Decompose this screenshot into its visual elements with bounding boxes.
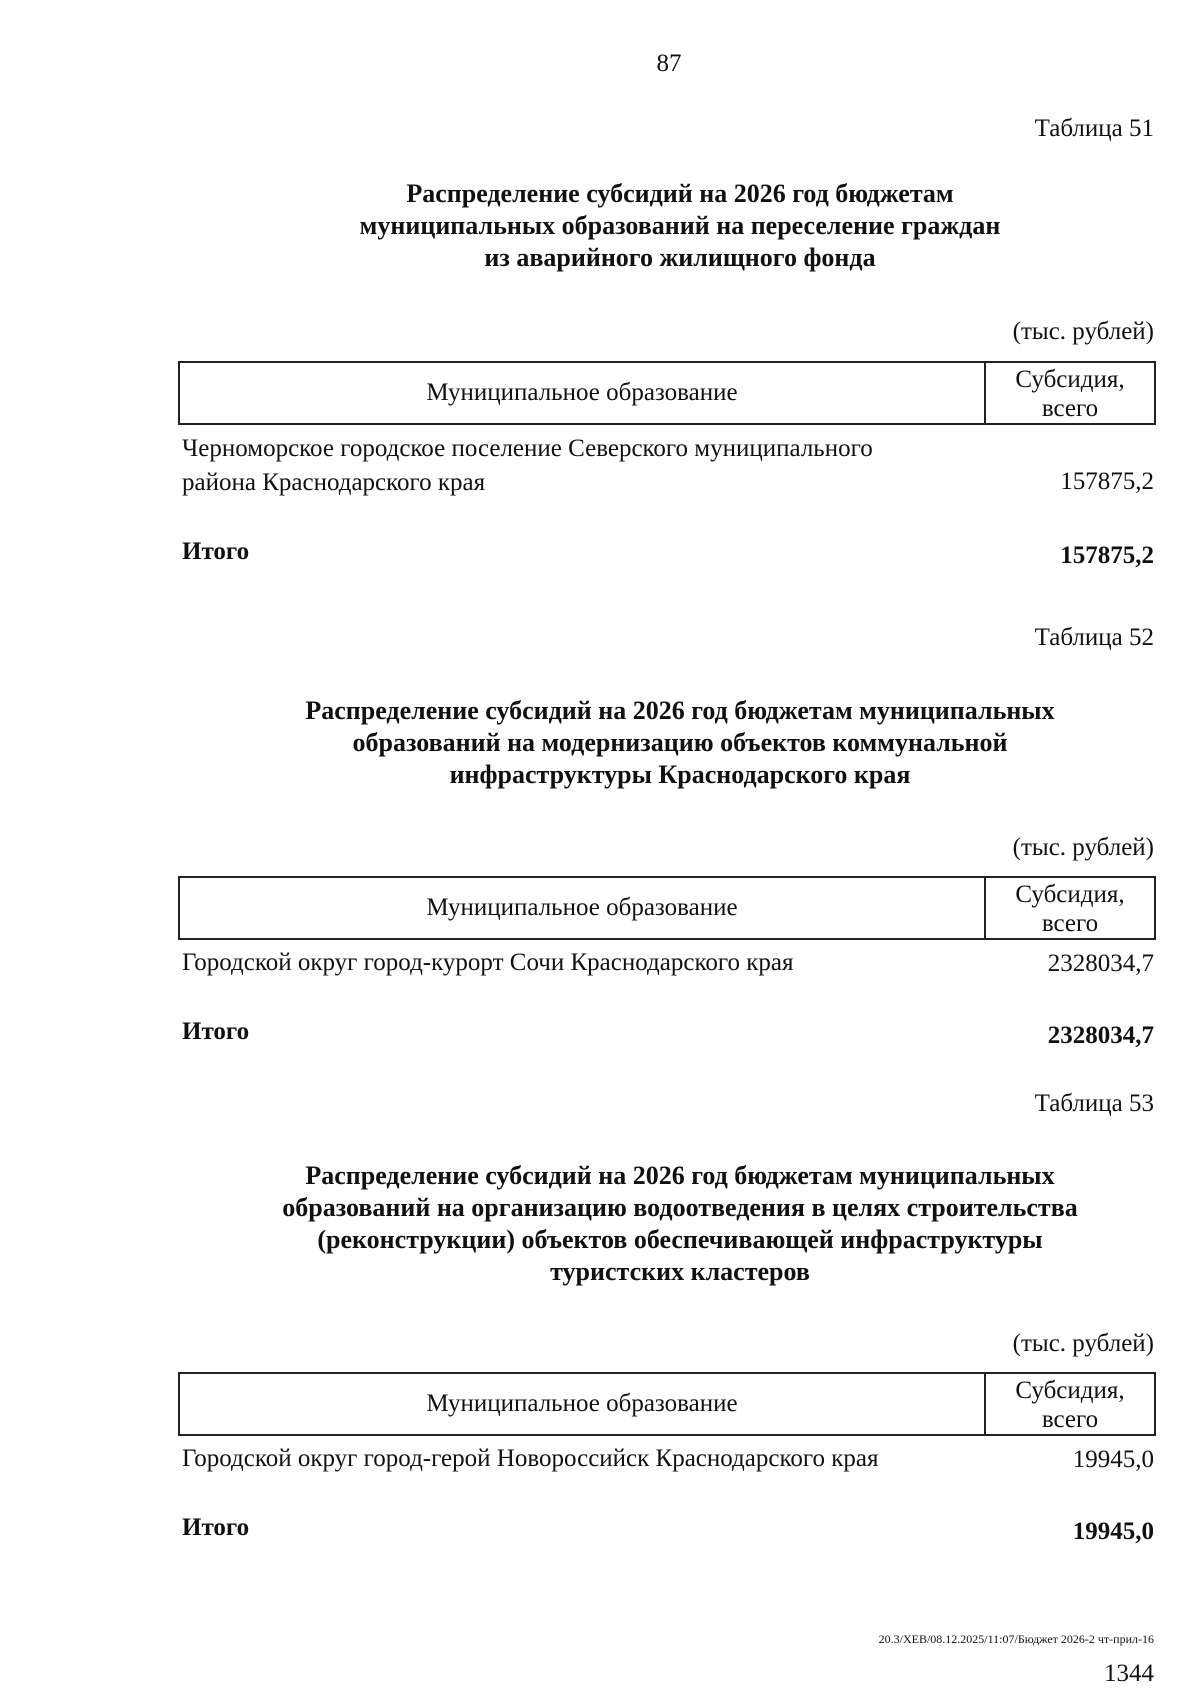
- title-line: Распределение субсидий на 2026 год бюджетам муниципальных: [305, 1161, 1055, 1190]
- table-52-units: (тыс. рублей): [1012, 834, 1154, 861]
- table-52-row-name: [182, 946, 1002, 980]
- column-header-subsidy-line2: всего: [1041, 395, 1099, 422]
- column-header-municipality: Муниципальное образование: [180, 878, 986, 938]
- column-header-municipality: Муниципальное образование: [180, 1374, 986, 1434]
- table-52-label: Таблица 52: [1034, 624, 1154, 651]
- row-name-line: района Краснодарского края: [182, 469, 486, 496]
- sheet-number: 1344: [1104, 1660, 1154, 1687]
- column-header-municipality: Муниципальное образование: [180, 363, 986, 423]
- row-name-line: Черноморское городское поселение Северского муниципального: [182, 435, 873, 462]
- column-header-subsidy: [986, 1374, 1154, 1434]
- table-51-row-value: 157875,2: [1060, 468, 1154, 495]
- table-51-title: [180, 178, 1180, 274]
- table-52-header: [178, 876, 1156, 940]
- title-line: туристских кластеров: [550, 1257, 810, 1286]
- table-53-row-value: 19945,0: [1072, 1446, 1154, 1473]
- column-header-subsidy-line1: Субсидия,: [1015, 366, 1125, 393]
- title-line: инфраструктуры Краснодарского края: [449, 760, 911, 789]
- table-52-title: [180, 695, 1180, 791]
- page-number: 87: [656, 50, 682, 77]
- table-53-row-name: [182, 1442, 982, 1476]
- table-52-row-value: 2328034,7: [1047, 950, 1154, 977]
- table-51-total-value: 157875,2: [1060, 542, 1154, 569]
- title-line: (реконструкции) объектов обеспечивающей инфраструктуры: [317, 1225, 1043, 1254]
- title-line: образований на модернизацию объектов коммунальной: [352, 728, 1008, 757]
- column-header-subsidy: [986, 878, 1154, 938]
- table-51-units: (тыс. рублей): [1012, 318, 1154, 345]
- title-line: муниципальных образований на переселение граждан: [359, 211, 1001, 240]
- title-line: Распределение субсидий на 2026 год бюджетам: [406, 179, 954, 208]
- table-51-total-label: Итого: [182, 538, 250, 565]
- table-53-title: [180, 1160, 1180, 1288]
- column-header-subsidy-line1: Субсидия,: [1015, 1377, 1125, 1404]
- table-51-row-name: [182, 432, 1002, 500]
- table-52-total-value: 2328034,7: [1047, 1022, 1154, 1049]
- table-53-header: [178, 1372, 1156, 1436]
- column-header-subsidy: [986, 363, 1154, 423]
- table-53-label: Таблица 53: [1034, 1090, 1154, 1117]
- table-53-total-label: Итого: [182, 1514, 250, 1541]
- title-line: из аварийного жилищного фонда: [484, 243, 876, 272]
- title-line: Распределение субсидий на 2026 год бюджетам муниципальных: [305, 696, 1055, 725]
- title-line: образований на организацию водоотведения в целях строительства: [282, 1193, 1078, 1222]
- row-name-line: Городской округ город-герой Новороссийск Краснодарского края: [182, 1445, 879, 1472]
- table-52-total-label: Итого: [182, 1018, 250, 1045]
- table-53-units: (тыс. рублей): [1012, 1330, 1154, 1357]
- column-header-subsidy-line2: всего: [1041, 910, 1099, 937]
- row-name-line: Городской округ город-курорт Сочи Краснодарского края: [182, 949, 794, 976]
- table-51-header: [178, 361, 1156, 425]
- table-51-label: Таблица 51: [1034, 115, 1154, 142]
- column-header-subsidy-line2: всего: [1041, 1406, 1099, 1433]
- table-53-total-value: 19945,0: [1072, 1518, 1154, 1545]
- document-code: 20.3/ХЕВ/08.12.2025/11:07/Бюджет 2026-2 чт-прил-16: [878, 1632, 1154, 1646]
- column-header-subsidy-line1: Субсидия,: [1015, 881, 1125, 908]
